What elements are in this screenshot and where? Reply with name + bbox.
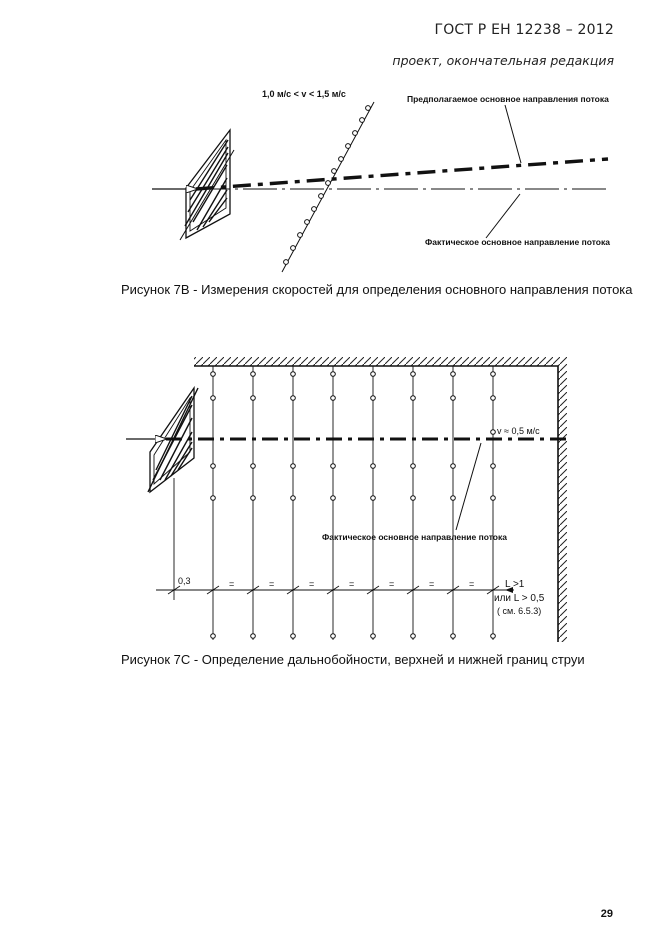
- equal-mark-3: =: [309, 579, 315, 589]
- standard-code: ГОСТ Р ЕН 12238 – 2012: [434, 22, 614, 38]
- page-number: 29: [600, 908, 613, 920]
- leader-actual-7c: [456, 443, 481, 530]
- assumed-direction-label: Предполагаемое основное направления потока: [407, 94, 609, 104]
- first-spacing-label: 0,3: [178, 576, 191, 586]
- equal-mark-6: =: [429, 579, 435, 589]
- measurement-points-7b: [284, 106, 371, 265]
- length-condition-2: или L > 0,5: [494, 593, 545, 604]
- figure-7b: [152, 89, 610, 272]
- reference-label: ( см. 6.5.3): [497, 606, 542, 616]
- vertical-traverses-7c: [213, 366, 493, 640]
- velocity-label-7c: v ≈ 0,5 м/с: [497, 426, 540, 436]
- leader-assumed: [505, 105, 521, 163]
- figure-7c: [126, 357, 567, 642]
- equal-mark-1: =: [229, 579, 235, 589]
- actual-direction-label-7b: Фактическое основное направление потока: [425, 237, 610, 247]
- equal-mark-5: =: [389, 579, 395, 589]
- assumed-direction-line-7b: [196, 159, 608, 189]
- traverse-line-7b: [282, 102, 374, 272]
- figure-7b-caption: Рисунок 7В - Измерения скоростей для определения основного направления потока: [121, 282, 633, 297]
- equal-mark-7: =: [469, 579, 475, 589]
- equal-mark-4: =: [349, 579, 355, 589]
- equal-spacing-marks: [229, 579, 474, 589]
- velocity-range-label: 1,0 м/с < v < 1,5 м/с: [262, 89, 346, 99]
- equal-mark-2: =: [269, 579, 275, 589]
- edition-note: проект, окончательная редакция: [392, 53, 614, 68]
- grille-7b: [180, 130, 234, 240]
- actual-direction-label-7c: Фактическое основное направление потока: [322, 532, 507, 542]
- figure-7c-caption: Рисунок 7С - Определение дальнобойности, верхней и нижней границ струи: [121, 652, 585, 667]
- length-condition-1: L >1: [505, 579, 525, 590]
- leader-actual: [486, 194, 520, 238]
